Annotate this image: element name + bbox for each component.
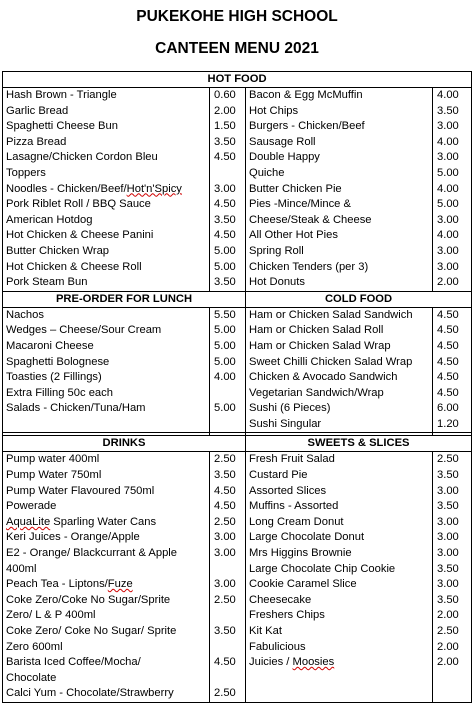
menu-item-price: 5.00 bbox=[437, 166, 459, 179]
menu-item-price: 4.50 bbox=[437, 386, 459, 399]
menu-item-price: 6.00 bbox=[437, 402, 459, 415]
menu-item-price: 3.00 bbox=[437, 151, 459, 164]
menu-item-price: 3.00 bbox=[214, 578, 236, 591]
menu-item-name: Large Chocolate Donut bbox=[249, 531, 365, 544]
menu-item-price: 3.50 bbox=[214, 276, 236, 289]
menu-item-name: Spaghetti Cheese Bun bbox=[6, 120, 118, 133]
menu-item-price: 3.50 bbox=[437, 562, 459, 575]
menu-item-name: Spring Roll bbox=[249, 244, 304, 257]
section-title: SWEETS & SLICES bbox=[246, 436, 472, 452]
menu-item-name: 400ml bbox=[6, 562, 37, 575]
menu-item-price: 4.00 bbox=[437, 229, 459, 242]
item-names-column bbox=[246, 452, 433, 703]
menu-item-price bbox=[437, 671, 468, 687]
menu-item-price bbox=[214, 562, 242, 578]
menu-item-name: Sweet Chilli Chicken Salad Wrap bbox=[249, 355, 413, 368]
menu-item-price: 5.00 bbox=[437, 198, 459, 211]
menu-item-price: 3.00 bbox=[437, 213, 459, 226]
menu-item-name: Pump Water 750ml bbox=[6, 469, 102, 482]
menu-item-name: Powerade bbox=[6, 500, 57, 513]
menu-item-name: Sushi (6 Pieces) bbox=[249, 402, 331, 415]
item-prices-column bbox=[210, 88, 246, 292]
school-name-heading: PUKEKOHE HIGH SCHOOL bbox=[136, 8, 338, 25]
menu-item-name: Extra Filling 50c each bbox=[6, 386, 113, 399]
menu-item-price: 4.50 bbox=[214, 484, 236, 497]
menu-item-price: 3.50 bbox=[214, 135, 236, 148]
menu-item-name: Burgers - Chicken/Beef bbox=[249, 120, 365, 133]
menu-item-price: 4.00 bbox=[214, 371, 236, 384]
menu-item-price: 4.50 bbox=[437, 355, 459, 368]
menu-item-name: Ham or Chicken Salad Roll bbox=[249, 324, 384, 337]
menu-item-name: Sushi Singular bbox=[249, 417, 322, 430]
menu-item-price: 4.50 bbox=[214, 151, 236, 164]
menu-item-price: 4.50 bbox=[214, 198, 236, 211]
section-title: HOT FOOD bbox=[3, 72, 472, 88]
menu-item-price: 3.50 bbox=[214, 213, 236, 226]
menu-item-name: Pork Riblet Roll / BBQ Sauce bbox=[6, 198, 151, 211]
menu-item-name: Salads - Chicken/Tuna/Ham bbox=[6, 402, 146, 415]
menu-item-price: 3.50 bbox=[214, 625, 236, 637]
menu-item-price: 2.00 bbox=[437, 640, 459, 653]
menu-item-price: 2.00 bbox=[437, 656, 459, 669]
menu-item-price: 4.00 bbox=[437, 182, 459, 195]
menu-item-name: American Hotdog bbox=[6, 213, 93, 226]
menu-item-name: E2 - Orange/ Blackcurrant & Apple bbox=[6, 547, 178, 560]
menu-item-name: Noodles - Chicken/Beef/Hot'n'Spicy bbox=[6, 182, 182, 195]
menu-item-price bbox=[214, 386, 242, 402]
menu-item-name: Nachos bbox=[6, 308, 44, 321]
menu-item-price: 5.00 bbox=[214, 244, 236, 257]
item-prices-column bbox=[210, 452, 246, 703]
menu-item-name: Pump Water Flavoured 750ml bbox=[6, 484, 155, 497]
item-names-column bbox=[3, 307, 210, 433]
menu-item-price: 3.00 bbox=[437, 515, 459, 528]
menu-item-name: Keri Juices - Orange/Apple bbox=[6, 531, 140, 544]
menu-item-price bbox=[214, 640, 242, 656]
menu-item-price: 1.50 bbox=[214, 120, 236, 133]
menu-item-price: 3.00 bbox=[437, 484, 459, 497]
menu-item-price: 2.50 bbox=[437, 453, 459, 466]
menu-item-price: 3.50 bbox=[437, 500, 459, 513]
spellcheck-underline: Fuze bbox=[107, 578, 133, 591]
section-header-row bbox=[3, 436, 472, 452]
menu-item-price: 3.00 bbox=[214, 547, 236, 560]
menu-item-name: Long Cream Donut bbox=[249, 515, 344, 528]
menu-item-price: 2.00 bbox=[437, 276, 459, 289]
menu-item-name: Ham or Chicken Salad Sandwich bbox=[249, 308, 413, 321]
menu-item-price: 5.00 bbox=[214, 339, 236, 352]
menu-item-name: Custard Pie bbox=[249, 469, 308, 482]
menu-item-price: 5.50 bbox=[214, 308, 236, 321]
menu-item-name: Ham or Chicken Salad Wrap bbox=[249, 339, 391, 352]
menu-item-price: 5.00 bbox=[214, 260, 236, 273]
item-prices-column bbox=[433, 307, 472, 433]
menu-item-price: 3.50 bbox=[214, 469, 236, 482]
section-title: PRE-ORDER FOR LUNCH bbox=[3, 291, 246, 307]
menu-item-price: 3.00 bbox=[437, 260, 459, 273]
menu-item-name: AquaLite Sparling Water Cans bbox=[6, 515, 157, 528]
section-title: COLD FOOD bbox=[246, 291, 472, 307]
item-prices-column bbox=[210, 307, 246, 433]
section-items-row bbox=[3, 452, 472, 703]
menu-item-name: Zero 600ml bbox=[6, 640, 63, 653]
menu-item-name: Pork Steam Bun bbox=[6, 276, 88, 289]
menu-item-price: 4.00 bbox=[437, 89, 459, 101]
menu-item-price bbox=[214, 166, 242, 182]
spellcheck-underline: AquaLite bbox=[6, 515, 51, 528]
menu-item-price: 3.00 bbox=[437, 531, 459, 544]
menu-item-price: 3.50 bbox=[437, 469, 459, 482]
menu-item-name: Lasagne/Chicken Cordon Bleu bbox=[6, 151, 158, 164]
menu-item-price: 5.00 bbox=[214, 324, 236, 337]
menu-item-price: 5.00 bbox=[214, 355, 236, 368]
menu-item-name: Hot Chicken & Cheese Roll bbox=[6, 260, 142, 273]
item-names-column bbox=[246, 88, 433, 292]
menu-item-name: Calci Yum - Chocolate/Strawberry bbox=[6, 687, 174, 700]
menu-title-heading: CANTEEN MENU 2021 bbox=[155, 40, 319, 57]
menu-item-name: Kit Kat bbox=[249, 625, 282, 637]
menu-item-name: Mrs Higgins Brownie bbox=[249, 547, 352, 560]
menu-item-name: Pizza Bread bbox=[6, 135, 67, 148]
spellcheck-underline: Hot'n'Spicy bbox=[126, 182, 182, 195]
menu-item-name: Chicken & Avocado Sandwich bbox=[249, 371, 398, 384]
menu-item-name bbox=[249, 686, 429, 702]
menu-item-name: All Other Hot Pies bbox=[249, 229, 338, 242]
menu-item-name: Muffins - Assorted bbox=[249, 500, 339, 513]
menu-item-name: Coke Zero/ Coke No Sugar/ Sprite bbox=[6, 625, 177, 637]
menu-item-name: Cheesecake bbox=[249, 593, 312, 606]
menu-item-name: Pump water 400ml bbox=[6, 453, 100, 466]
menu-item-price: 3.00 bbox=[437, 578, 459, 591]
menu-item-name: Sausage Roll bbox=[249, 135, 316, 148]
menu-item-name: Coke Zero/Coke No Sugar/Sprite bbox=[6, 593, 171, 606]
menu-item-price bbox=[214, 608, 242, 624]
menu-item-price: 1.20 bbox=[437, 417, 459, 430]
menu-item-price: 2.50 bbox=[214, 687, 236, 700]
menu-item-price: 2.50 bbox=[214, 515, 236, 528]
menu-item-name bbox=[6, 417, 206, 433]
menu-item-name: Hot Donuts bbox=[249, 276, 305, 289]
menu-item-name: Pies -Mince/Mince & bbox=[249, 198, 351, 211]
menu-item-name: Fabulicious bbox=[249, 640, 306, 653]
menu-item-name: Freshers Chips bbox=[249, 609, 325, 622]
menu-item-price: 4.50 bbox=[214, 500, 236, 513]
menu-item-name: Macaroni Cheese bbox=[6, 339, 94, 352]
menu-item-name: Large Chocolate Chip Cookie bbox=[249, 562, 396, 575]
menu-item-price: 3.50 bbox=[437, 593, 459, 606]
menu-item-price: 4.50 bbox=[214, 229, 236, 242]
menu-item-price: 4.50 bbox=[437, 308, 459, 321]
menu-item-price: 2.50 bbox=[437, 625, 459, 637]
menu-item-name: Garlic Bread bbox=[6, 104, 69, 117]
item-names-column bbox=[3, 452, 210, 703]
section-title: DRINKS bbox=[3, 436, 246, 452]
menu-item-price: 3.50 bbox=[437, 104, 459, 117]
menu-item-price: 3.00 bbox=[214, 182, 236, 195]
menu-item-name: Peach Tea - Liptons/Fuze bbox=[6, 578, 133, 591]
menu-item-name: Fresh Fruit Salad bbox=[249, 453, 335, 466]
menu-item-price: 4.50 bbox=[437, 371, 459, 384]
menu-item-price: 4.50 bbox=[437, 324, 459, 337]
menu-item-name: Barista Iced Coffee/Mocha/ bbox=[6, 656, 141, 669]
menu-item-name: Toppers bbox=[6, 166, 46, 179]
menu-item-name: Spaghetti Bolognese bbox=[6, 355, 110, 368]
item-names-column bbox=[246, 307, 433, 433]
section-items-row bbox=[3, 307, 472, 433]
menu-item-price: 3.00 bbox=[437, 244, 459, 257]
item-prices-column bbox=[433, 88, 472, 292]
menu-item-name: Chocolate bbox=[6, 671, 57, 684]
menu-item-price: 4.00 bbox=[437, 135, 459, 148]
item-names-column bbox=[3, 88, 210, 292]
menu-item-name: Butter Chicken Pie bbox=[249, 182, 342, 195]
menu-item-price: 3.00 bbox=[437, 120, 459, 133]
menu-item-name: Quiche bbox=[249, 166, 285, 179]
menu-item-name: Toasties (2 Fillings) bbox=[6, 371, 102, 384]
menu-item-price: 0.60 bbox=[214, 89, 236, 101]
spellcheck-underline: Moosies bbox=[292, 656, 335, 669]
menu-item-price bbox=[214, 417, 242, 433]
menu-item-price bbox=[214, 671, 242, 687]
menu-item-price: 3.00 bbox=[437, 547, 459, 560]
menu-item-price: 2.00 bbox=[214, 104, 236, 117]
menu-item-name: Cookie Caramel Slice bbox=[249, 578, 357, 591]
menu-item-name: Butter Chicken Wrap bbox=[6, 244, 110, 257]
menu-item-price: 4.50 bbox=[214, 656, 236, 669]
canteen-menu-table bbox=[2, 71, 472, 703]
section-header-row bbox=[3, 72, 472, 88]
menu-item-price: 2.50 bbox=[214, 593, 236, 606]
menu-item-price bbox=[437, 686, 468, 702]
menu-item-name: Juicies / Moosies bbox=[249, 656, 335, 669]
menu-item-name bbox=[249, 671, 429, 687]
menu-item-name: Vegetarian Sandwich/Wrap bbox=[249, 386, 384, 399]
menu-item-name: Hash Brown - Triangle bbox=[6, 89, 117, 101]
menu-item-name: Chicken Tenders (per 3) bbox=[249, 260, 369, 273]
menu-item-price: 2.50 bbox=[214, 453, 236, 466]
section-header-row bbox=[3, 291, 472, 307]
canteen-menu-table-container bbox=[2, 71, 471, 703]
section-items-row bbox=[3, 88, 472, 292]
menu-item-price: 4.50 bbox=[437, 339, 459, 352]
menu-item-name: Wedges – Cheese/Sour Cream bbox=[6, 324, 162, 337]
menu-item-price: 5.00 bbox=[214, 402, 236, 415]
menu-item-name: Double Happy bbox=[249, 151, 320, 164]
menu-item-name: Zero/ L & P 400ml bbox=[6, 609, 96, 622]
menu-item-name: Cheese/Steak & Cheese bbox=[249, 213, 372, 226]
item-prices-column bbox=[433, 452, 472, 703]
menu-item-price: 3.00 bbox=[214, 531, 236, 544]
menu-item-price: 2.00 bbox=[437, 609, 459, 622]
menu-item-name: Hot Chips bbox=[249, 104, 299, 117]
menu-item-name: Hot Chicken & Cheese Panini bbox=[6, 229, 154, 242]
menu-item-name: Assorted Slices bbox=[249, 484, 327, 497]
menu-item-name: Bacon & Egg McMuffin bbox=[249, 89, 363, 101]
